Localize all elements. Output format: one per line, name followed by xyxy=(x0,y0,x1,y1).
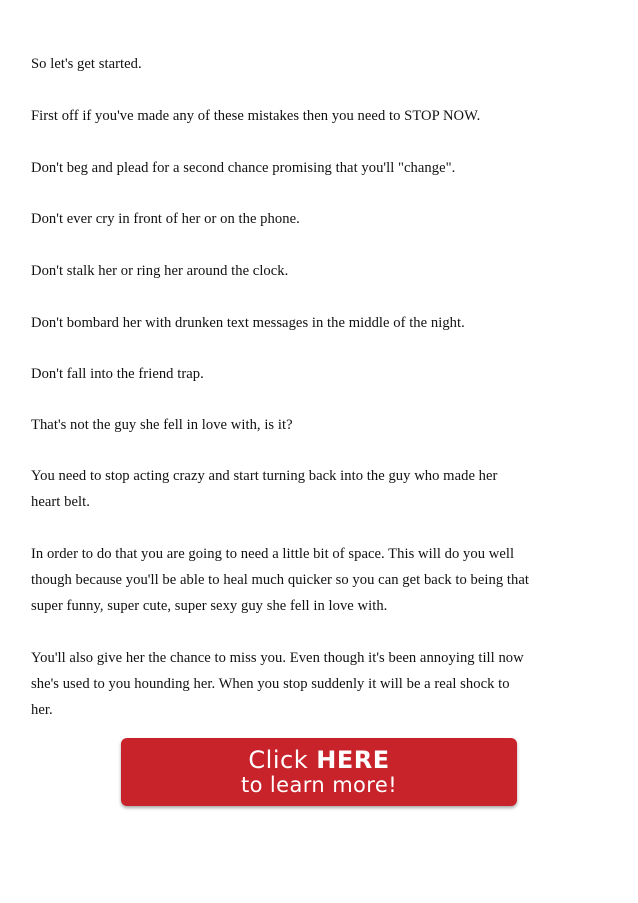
paragraph-stop-now xyxy=(31,103,611,129)
text-line: You'll also give her the chance to miss you. Even though it's been annoying till now xyxy=(31,650,524,666)
text-line: though because you'll be able to heal much quicker so you can get back to being that xyxy=(31,572,529,588)
paragraph-friend-trap xyxy=(31,361,611,387)
text-line: Don't stalk her or ring her around the clock. xyxy=(31,263,289,279)
cta-second-line: to learn more! xyxy=(240,773,398,797)
paragraph-intro xyxy=(31,51,611,77)
paragraph-need-space xyxy=(31,541,611,619)
paragraph-miss-you xyxy=(31,645,611,723)
text-line: Don't beg and plead for a second chance promising that you'll "change". xyxy=(31,160,456,176)
paragraph-dont-stalk xyxy=(31,258,611,284)
paragraph-stop-acting-crazy xyxy=(31,463,611,515)
text-line: Don't bombard her with drunken text messages in the middle of the night. xyxy=(31,315,465,331)
text-line: In order to do that you are going to need a little bit of space. This will do you well xyxy=(31,546,515,562)
text-line: First off if you've made any of these mistakes then you need to STOP NOW. xyxy=(31,108,481,124)
paragraph-dont-bombard xyxy=(31,310,611,336)
cta-emphasis: HERE xyxy=(316,746,390,774)
paragraph-dont-cry xyxy=(31,206,611,232)
text-line: That's not the guy she fell in love with, is it? xyxy=(31,417,293,433)
text-line: Don't ever cry in front of her or on the phone. xyxy=(31,211,300,227)
paragraph-not-the-guy xyxy=(31,412,611,438)
text-line: her. xyxy=(31,702,53,718)
cta-prefix: Click xyxy=(248,746,309,774)
text-line: she's used to you hounding her. When you stop suddenly it will be a real shock to xyxy=(31,676,510,692)
text-line: You need to stop acting crazy and start turning back into the guy who made her xyxy=(31,468,498,484)
text-line: Don't fall into the friend trap. xyxy=(31,366,204,382)
cta-first-line xyxy=(248,747,389,773)
text-line: So let's get started. xyxy=(31,56,142,72)
text-line: super funny, super cute, super sexy guy she fell in love with. xyxy=(31,598,388,614)
text-line: heart belt. xyxy=(31,494,90,510)
click-here-button[interactable] xyxy=(121,738,517,806)
paragraph-dont-beg xyxy=(31,155,611,181)
